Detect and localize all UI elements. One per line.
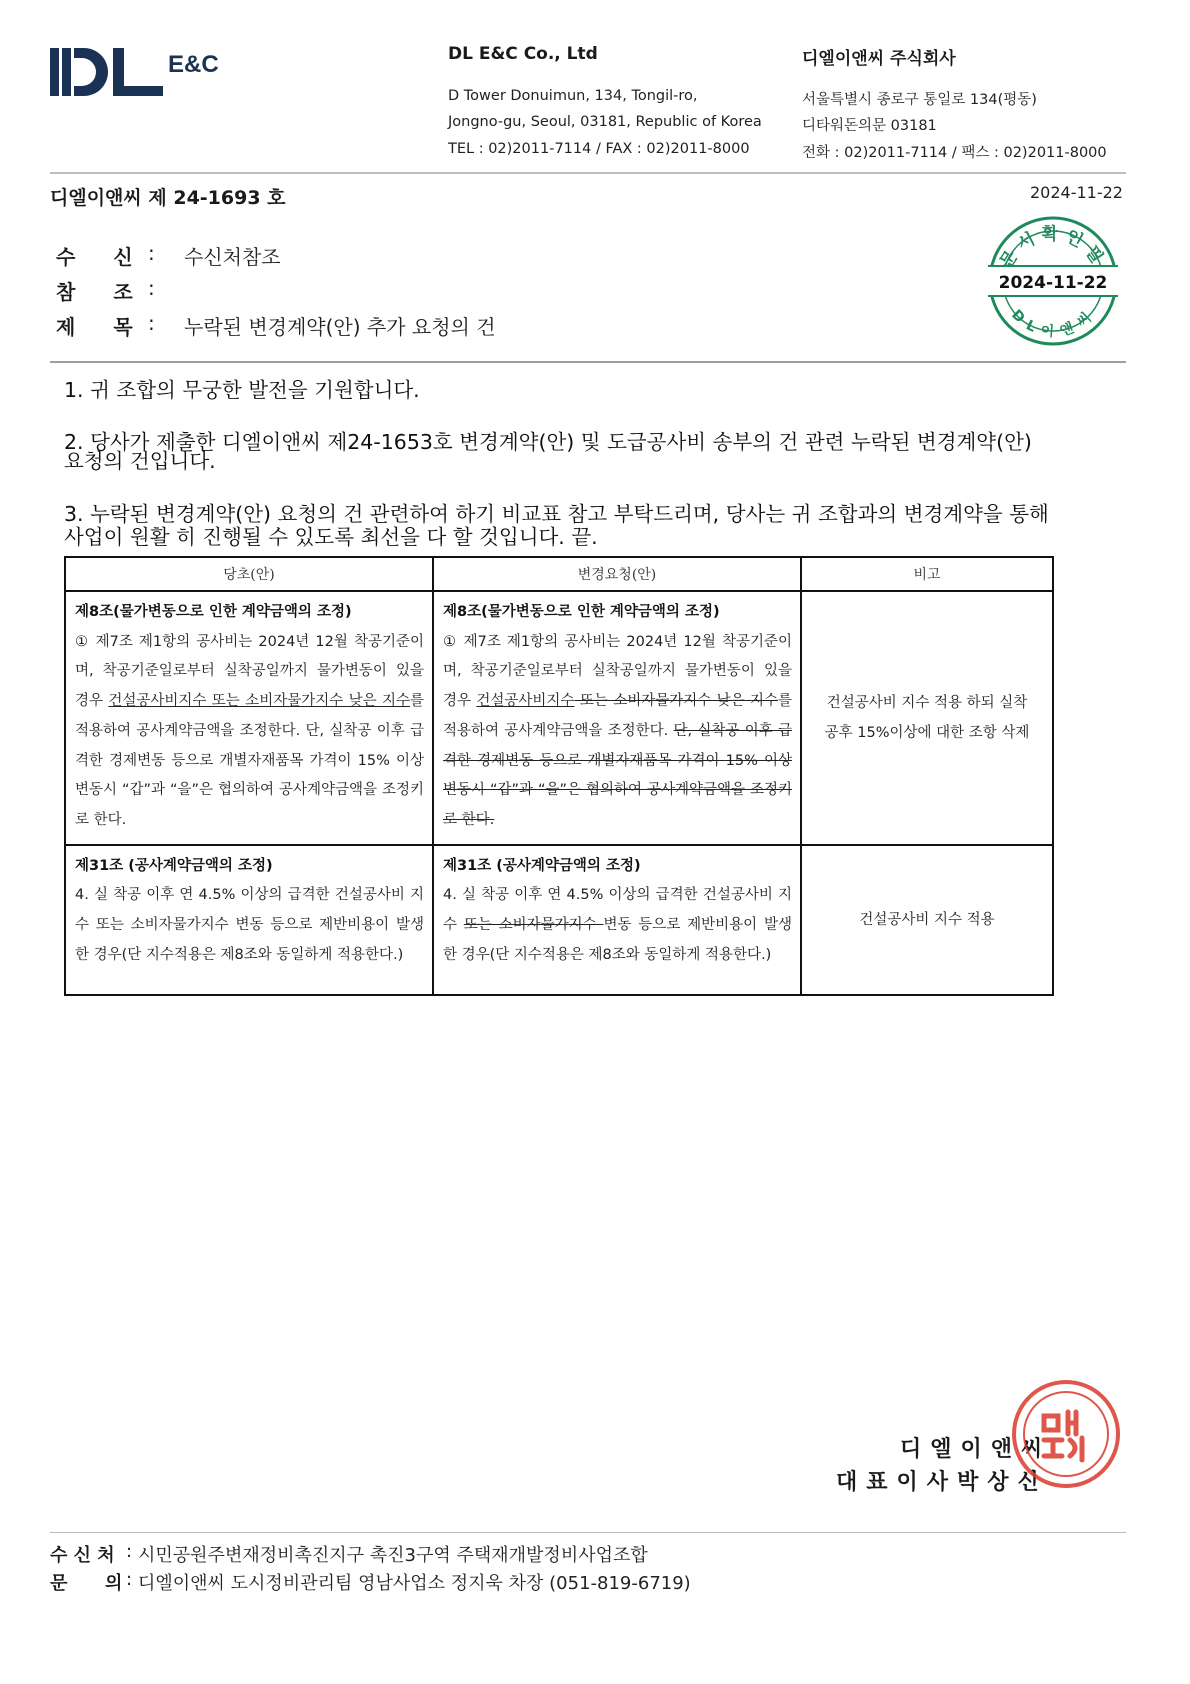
footer-recipient-value: 시민공원주변재정비촉진지구 촉진3구역 주택재개발정비사업조합 <box>138 1545 648 1566</box>
table-header-row <box>65 557 1053 591</box>
strikethrough-text: 또는 소비자물가지수 <box>463 917 604 934</box>
body-paragraph-2-line-1: 2. 당사가 제출한 디엘이앤씨 제24-1653호 변경계약(안) 및 도급공사비 송부의 건 관련 누락된 변경계약(안) <box>64 430 1032 454</box>
recipient-colon: : <box>148 241 155 265</box>
table-row <box>65 845 1053 995</box>
row2-remarks: 건설공사비 지수 적용 <box>859 911 995 928</box>
company-seal <box>1010 1378 1122 1490</box>
header-divider <box>50 172 1126 174</box>
header-change-request: 변경요청(안) <box>433 557 801 591</box>
signature-ceo: 대표이사박상신 <box>836 1470 1048 1495</box>
company-name-en: DL E&C Co., Ltd <box>448 44 598 64</box>
company-address-en-2: Jongno-gu, Seoul, 03181, Republic of Korea <box>448 114 762 130</box>
document-number: 디엘이앤씨 제 24-1693 호 <box>50 187 286 209</box>
underlined-text: 건설공사비지수 <box>476 693 575 710</box>
reference-colon: : <box>148 276 155 300</box>
signature-company: 디엘이앤씨 <box>900 1437 1052 1462</box>
recipient-value: 수신처참조 <box>184 245 281 269</box>
recipient-label: 수 신 <box>56 245 133 269</box>
underlined-text: 건설공사비지수 또는 소비자물가지수 낮은 지수 <box>108 693 410 710</box>
reference-label: 참 조 <box>56 280 133 304</box>
header-remarks: 비고 <box>801 557 1053 591</box>
comparison-table <box>64 556 1054 996</box>
row2-change-title: 제31조 (공사계약금액의 조정) <box>443 857 641 874</box>
subject-colon: : <box>148 311 155 335</box>
row1-change-title: 제8조(물가변동으로 인한 계약금액의 조정) <box>443 604 720 620</box>
row1-original-cell: 제8조(물가변동으로 인한 계약금액의 조정) ① 제7조 제1항의 공사비는 2024년 12월 착공기준이며, 착공기준일로부터 실착공일까지 물가변동이 있을 경우 건설공사비지수 또는 소비자물가지수 낮은 지수를 적용하여 공사계약금액을 조정한다. 단, 실착공 이후 급격한 경제변동 등으로 개별자재품목 가격이 15% 이상 변동시 “갑”과 “을”은 협의하여 공사계약금액을 조정키로 한다. <box>65 591 433 845</box>
body-paragraph-3-line-1: 3. 누락된 변경계약(안) 요청의 건 관련하여 하기 비교표 참고 부탁드리며, 당사는 귀 조합과의 변경계약을 통해 <box>64 502 1049 526</box>
document-confirm-stamp <box>986 214 1120 348</box>
stamp-bottom-text: DL이앤씨 <box>1008 306 1098 341</box>
company-address-kr-2: 디타워돈의문 03181 <box>802 118 937 134</box>
strikethrough-text: 또는 소비자물가지수 낮은 지수 <box>574 693 778 710</box>
row1-remarks-line-2: 공후 15%이상에 대한 조항 삭제 <box>824 724 1030 741</box>
footer-recipient-colon: : <box>126 1541 133 1562</box>
company-contact-en: TEL : 02)2011-7114 / FAX : 02)2011-8000 <box>448 141 750 157</box>
footer-inquiry-value: 디엘이앤씨 도시정비관리팀 영남사업소 정지욱 차장 (051-819-6719) <box>138 1573 691 1594</box>
strikethrough-text: 단, 실착공 이후 급격한 경제변동 등으로 개별자재품목 가격이 15% 이상 변동시 “갑”과 “을”은 협의하여 공사계약금액을 조정키로 한다. <box>443 722 792 828</box>
row1-change-cell: 제8조(물가변동으로 인한 계약금액의 조정) ① 제7조 제1항의 공사비는 2024년 12월 착공기준이며, 착공기준일로부터 실착공일까지 물가변동이 있을 경우 건설공사비지수 또는 소비자물가지수 낮은 지수를 적용하여 공사계약금액을 조정한다. 단, 실착공 이후 급격한 경제변동 등으로 개별자재품목 가격이 15% 이상 변동시 “갑”과 “을”은 협의하여 공사계약금액을 조정키로 한다. <box>433 591 801 845</box>
logo-sub-text: E&C <box>168 51 219 78</box>
body-paragraph-3-line-2: 사업이 원활 히 진행될 수 있도록 최선을 다 할 것입니다. 끝. <box>64 525 598 549</box>
row2-original-cell: 제31조 (공사계약금액의 조정) 4. 실 착공 이후 연 4.5% 이상의 급격한 건설공사비 지수 또는 소비자물가지수 변동 등으로 제반비용이 발생한 경우(단 지수적용은 제8조와 동일하게 적용한다.) <box>65 845 433 995</box>
document-date: 2024-11-22 <box>1030 183 1123 202</box>
row1-remarks-cell <box>801 591 1053 845</box>
body-paragraph-2-line-2: 요청의 건입니다. <box>64 449 216 473</box>
row2-remarks-cell <box>801 845 1053 995</box>
header-original: 당초(안) <box>65 557 433 591</box>
stamp-date: 2024-11-22 <box>998 273 1108 293</box>
row1-original-title: 제8조(물가변동으로 인한 계약금액의 조정) <box>75 604 352 620</box>
meta-divider <box>50 361 1126 363</box>
row2-original-title: 제31조 (공사계약금액의 조정) <box>75 857 273 874</box>
footer-inquiry-colon: : <box>126 1569 133 1590</box>
company-name-kr: 디엘이앤씨 주식회사 <box>802 49 956 69</box>
footer-inquiry-label: 문 의 <box>50 1573 123 1594</box>
body-paragraph-1: 1. 귀 조합의 무궁한 발전을 기원합니다. <box>64 378 420 402</box>
footer-divider <box>50 1532 1126 1533</box>
subject-label: 제 목 <box>56 315 133 339</box>
subject-value: 누락된 변경계약(안) 추가 요청의 건 <box>184 315 496 339</box>
dl-logo <box>50 44 250 100</box>
company-address-kr-1: 서울특별시 종로구 통일로 134(평동) <box>802 92 1037 108</box>
row2-change-cell: 제31조 (공사계약금액의 조정) 4. 실 착공 이후 연 4.5% 이상의 급격한 건설공사비 지수 또는 소비자물가지수 변동 등으로 제반비용이 발생한 경우(단 지수적용은 제8조와 동일하게 적용한다.) <box>433 845 801 995</box>
stamp-top-text: 문서확인필 <box>996 224 1110 272</box>
row1-remarks-line-1: 건설공사비 지수 적용 하되 실착 <box>826 694 1028 711</box>
company-contact-kr: 전화 : 02)2011-7114 / 팩스 : 02)2011-8000 <box>802 145 1107 161</box>
table-row <box>65 591 1053 845</box>
footer-recipient-label: 수 신 처 <box>50 1545 115 1566</box>
company-address-en-1: D Tower Donuimun, 134, Tongil-ro, <box>448 88 698 104</box>
